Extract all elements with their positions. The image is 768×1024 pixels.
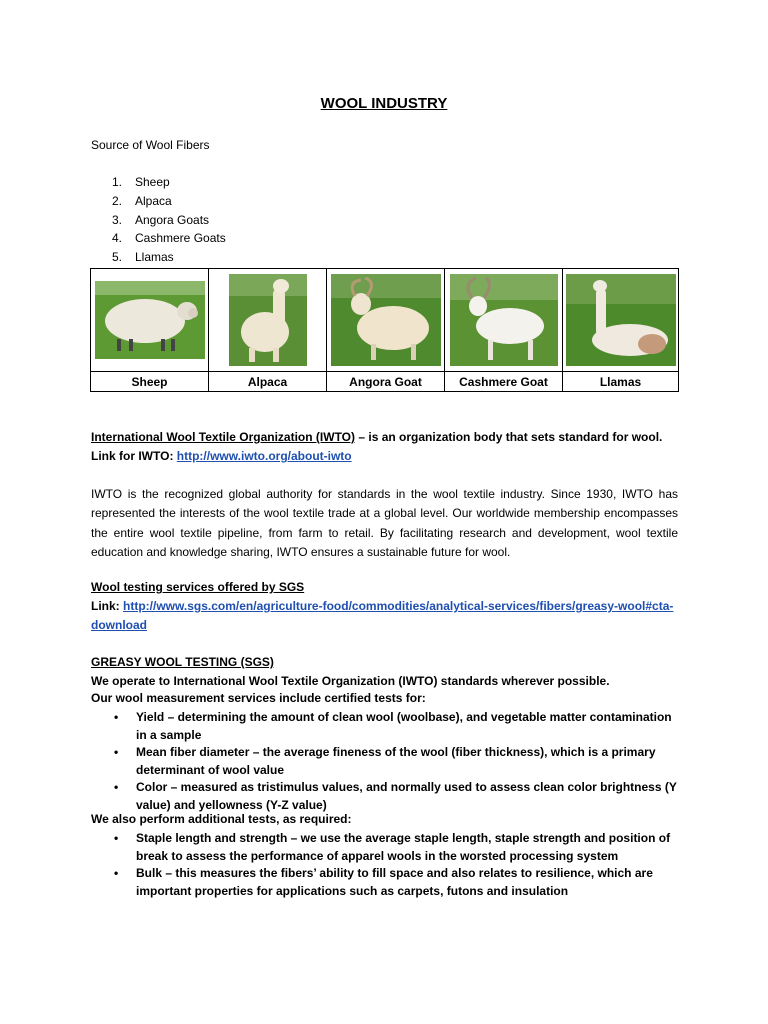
angora-goat-cell bbox=[327, 269, 445, 372]
list-item: 5. Llamas bbox=[112, 250, 174, 265]
source-list bbox=[112, 173, 226, 267]
list-item: • Yield – determining the amount of clean wool (woolbase), and vegetable matter contamination in a sample bbox=[114, 710, 672, 742]
greasy-intro-2: Our wool measurement services include certified tests for: bbox=[91, 691, 426, 705]
iwto-name: International Wool Textile Organization (IWTO) bbox=[91, 430, 356, 444]
alpaca-cell bbox=[209, 269, 327, 372]
angora-goat-photo bbox=[331, 274, 441, 366]
sgs-link-line: Link: http://www.sgs.com/en/agriculture-food/commodities/analytical-services/fibers/greasy-wool#cta- bbox=[91, 599, 674, 613]
list-item: • Mean fiber diameter – the average fineness of the wool (fiber thickness), which is a primary determinant of wool value bbox=[114, 745, 656, 777]
sgs-link-line-2 bbox=[91, 618, 147, 632]
list-item: 2. Alpaca bbox=[112, 193, 172, 208]
list-item: • Color – measured as tristimulus values, and normally used to assess clean color brightness (Y value) and yellowness (Y-Z value) bbox=[114, 780, 677, 812]
additional-tests-list bbox=[112, 830, 678, 900]
list-item: • Staple length and strength – we use the average staple length, staple strength and position of break to assess the performance of apparel wools in the worsted processing system bbox=[114, 831, 671, 863]
greasy-heading: GREASY WOOL TESTING (SGS) bbox=[91, 655, 274, 669]
caption-angora-goat: Angora Goat bbox=[327, 372, 445, 392]
sheep-cell bbox=[91, 269, 209, 372]
additional-tests-intro: We also perform additional tests, as required: bbox=[91, 812, 352, 826]
caption-cashmere-goat: Cashmere Goat bbox=[445, 372, 563, 392]
page-title: WOOL INDUSTRY bbox=[320, 95, 448, 112]
llama-photo bbox=[566, 274, 676, 366]
greasy-intro-1: We operate to International Wool Textile Organization (IWTO) standards wherever possible. bbox=[91, 674, 610, 688]
certified-tests-list bbox=[112, 709, 678, 814]
iwto-paragraph: IWTO is the recognized global authority for standards in the wool textile industry. Since 1930, IWTO has represented the interests of the wool textile trade at a global level. Our worldwide membership encompasses the entire wool textile pipeline, from farm to retail. By facilitating research and development, wool textile education and knowledge sharing, IWTO ensures a sustainable future for wool. bbox=[91, 487, 678, 559]
sgs-link[interactable]: http://www.sgs.com/en/agriculture-food/commodities/analytical-services/fibers/greasy-wool#cta- bbox=[123, 599, 674, 613]
llama-cell bbox=[563, 269, 679, 372]
cashmere-goat-cell bbox=[445, 269, 563, 372]
iwto-link[interactable]: http://www.iwto.org/about-iwto bbox=[176, 449, 352, 463]
iwto-definition: International Wool Textile Organization (IWTO) – is an organization body that sets standard for wool. bbox=[91, 430, 663, 444]
list-item: 4. Cashmere Goats bbox=[112, 231, 226, 246]
list-item: • Bulk – this measures the fibers’ ability to fill space and also relates to resilience, which are important properties for applications such as carpets, futons and insulation bbox=[114, 866, 653, 898]
animal-table bbox=[90, 268, 679, 392]
iwto-link-line: Link for IWTO: http://www.iwto.org/about-iwto bbox=[91, 449, 352, 463]
list-item: 3. Angora Goats bbox=[112, 212, 210, 227]
cashmere-goat-photo bbox=[450, 274, 558, 366]
caption-sheep: Sheep bbox=[91, 372, 209, 392]
list-item: 1. Sheep bbox=[112, 175, 170, 189]
caption-llamas: Llamas bbox=[563, 372, 679, 392]
source-heading: Source of Wool Fibers bbox=[91, 138, 210, 152]
sgs-heading: Wool testing services offered by SGS bbox=[91, 580, 305, 594]
caption-alpaca: Alpaca bbox=[209, 372, 327, 392]
sheep-photo bbox=[95, 281, 205, 359]
alpaca-photo bbox=[229, 274, 307, 366]
sgs-link-continued[interactable]: download bbox=[91, 618, 147, 632]
